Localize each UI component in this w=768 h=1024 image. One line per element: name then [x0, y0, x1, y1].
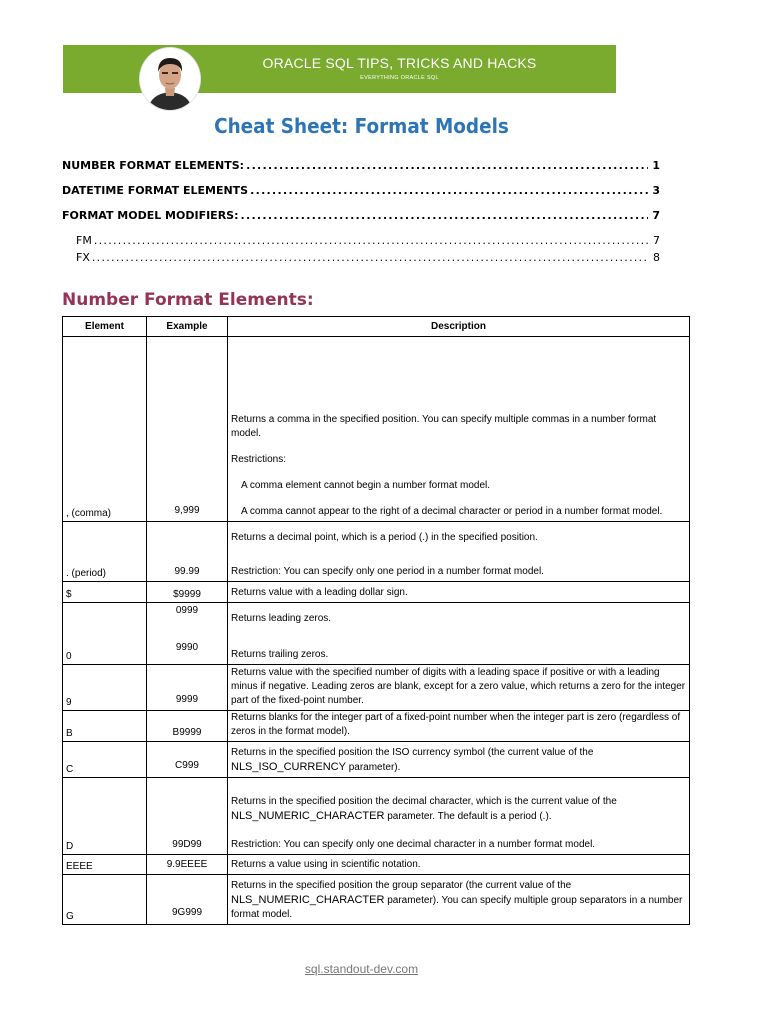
- example-cell: 9.9EEEE: [147, 855, 228, 875]
- example-cell: 9999: [147, 665, 228, 711]
- toc-label: FX: [76, 251, 90, 264]
- description-cell: [228, 855, 690, 875]
- description-cell: [228, 778, 690, 855]
- toc-page-number: 3: [652, 184, 660, 197]
- number-format-table: [62, 316, 690, 925]
- element-cell: $: [63, 582, 147, 603]
- person-photo-icon: [140, 48, 200, 110]
- banner-subtitle: EVERYTHING ORACLE SQL: [360, 75, 439, 81]
- description-text: Returns in the specified position the group separator (the current value of the: [231, 880, 572, 891]
- description-text: parameter).: [345, 762, 401, 773]
- example-value: 0999: [175, 605, 199, 616]
- toc-leader: [92, 251, 649, 264]
- element-cell: , (comma): [63, 337, 147, 522]
- parameter-name: NLS_NUMERIC_CHARACTER: [231, 894, 385, 906]
- toc-page-number: 8: [653, 251, 660, 264]
- description-text: Returns leading zeros.: [231, 613, 332, 624]
- table-row: [63, 778, 690, 855]
- description-text: A comma cannot appear to the right of a decimal character or period in a number format model.: [241, 506, 663, 517]
- toc-label: FORMAT MODEL MODIFIERS:: [62, 209, 239, 222]
- table-row: [63, 582, 690, 603]
- element-cell: 9: [63, 665, 147, 711]
- description-text: Restriction: You can specify only one decimal character in a number format model.: [231, 839, 596, 850]
- toc-leader: [241, 209, 649, 222]
- description-cell: [228, 742, 690, 778]
- table-header-row: [63, 317, 690, 337]
- element-cell: 0: [63, 603, 147, 665]
- footer-website-link[interactable]: sql.standout-dev.com: [304, 962, 419, 976]
- description-text: Returns blanks for the integer part of a fixed-point number when the integer part is zero (regardless of zeros in the format model).: [231, 712, 681, 737]
- element-cell: C: [63, 742, 147, 778]
- author-avatar: [139, 47, 201, 111]
- page-title: Cheat Sheet: Format Models: [214, 114, 509, 138]
- column-header: Example: [147, 317, 228, 337]
- example-value: 9990: [175, 642, 199, 653]
- toc-label: FM: [76, 234, 92, 247]
- toc-leader: [94, 234, 649, 247]
- example-cell: [147, 603, 228, 665]
- description-cell: [228, 337, 690, 522]
- toc-label: DATETIME FORMAT ELEMENTS: [62, 184, 249, 197]
- toc-entry-fm[interactable]: [76, 231, 660, 247]
- description-text: Restrictions:: [231, 454, 287, 465]
- description-text: Returns in the specified position the decimal character, which is the current value of the: [231, 796, 617, 807]
- description-text: Returns a decimal point, which is a period (.) in the specified position.: [231, 532, 538, 543]
- description-text: Returns value with the specified number of digits with a leading space if positive or with a leading minus if negative. Leading zeros are blank, except for a zero value, which returns a zero for the integer part of the fixed-point number.: [231, 667, 686, 706]
- table-row: [63, 337, 690, 522]
- element-cell: B: [63, 711, 147, 742]
- table-row: [63, 855, 690, 875]
- toc-page-number: 7: [652, 209, 660, 222]
- toc-entry-number-format[interactable]: [62, 156, 660, 172]
- column-header: Element: [63, 317, 147, 337]
- element-cell: EEEE: [63, 855, 147, 875]
- description-text: Returns in the specified position the ISO currency symbol (the current value of the: [231, 747, 594, 758]
- description-cell: [228, 522, 690, 582]
- toc-entry-format-modifiers[interactable]: [62, 206, 660, 222]
- example-cell: 9G999: [147, 875, 228, 925]
- element-cell: . (period): [63, 522, 147, 582]
- description-text: parameter). You can specify multiple group separators in a number format model.: [231, 895, 683, 920]
- parameter-name: NLS_ISO_CURRENCY: [231, 761, 346, 773]
- description-text: Returns a comma in the specified position. You can specify multiple commas in a number format model.: [231, 414, 657, 439]
- element-cell: D: [63, 778, 147, 855]
- example-cell: $9999: [147, 582, 228, 603]
- table-row: [63, 522, 690, 582]
- section-title: Number Format Elements:: [62, 290, 314, 310]
- example-cell: C999: [147, 742, 228, 778]
- toc-entry-datetime-format[interactable]: [62, 181, 660, 197]
- description-cell: [228, 603, 690, 665]
- description-cell: [228, 875, 690, 925]
- example-cell: 9,999: [147, 337, 228, 522]
- table-row: [63, 875, 690, 925]
- toc-page-number: 7: [653, 234, 660, 247]
- description-cell: [228, 582, 690, 603]
- example-cell: 99D99: [147, 778, 228, 855]
- column-header: Description: [228, 317, 690, 337]
- description-text: parameter. The default is a period (.).: [384, 811, 552, 822]
- example-cell: 99.99: [147, 522, 228, 582]
- toc-page-number: 1: [652, 159, 660, 172]
- description-text: Returns a value using in scientific notation.: [231, 859, 421, 870]
- description-cell: [228, 711, 690, 742]
- table-row: [63, 711, 690, 742]
- toc-entry-fx[interactable]: [76, 248, 660, 264]
- table-row: [63, 665, 690, 711]
- toc-leader: [250, 184, 648, 197]
- table-row: [63, 742, 690, 778]
- description-text: Returns trailing zeros.: [231, 649, 329, 660]
- description-cell: [228, 665, 690, 711]
- parameter-name: NLS_NUMERIC_CHARACTER: [231, 810, 385, 822]
- description-text: A comma element cannot begin a number format model.: [241, 480, 491, 491]
- toc-label: NUMBER FORMAT ELEMENTS:: [62, 159, 245, 172]
- example-cell: B9999: [147, 711, 228, 742]
- table-row: [63, 603, 690, 665]
- description-text: Restriction: You can specify only one period in a number format model.: [231, 566, 544, 577]
- element-cell: G: [63, 875, 147, 925]
- description-text: Returns value with a leading dollar sign.: [231, 587, 408, 598]
- banner-title: ORACLE SQL TIPS, TRICKS AND HACKS: [262, 55, 537, 71]
- toc-leader: [246, 159, 648, 172]
